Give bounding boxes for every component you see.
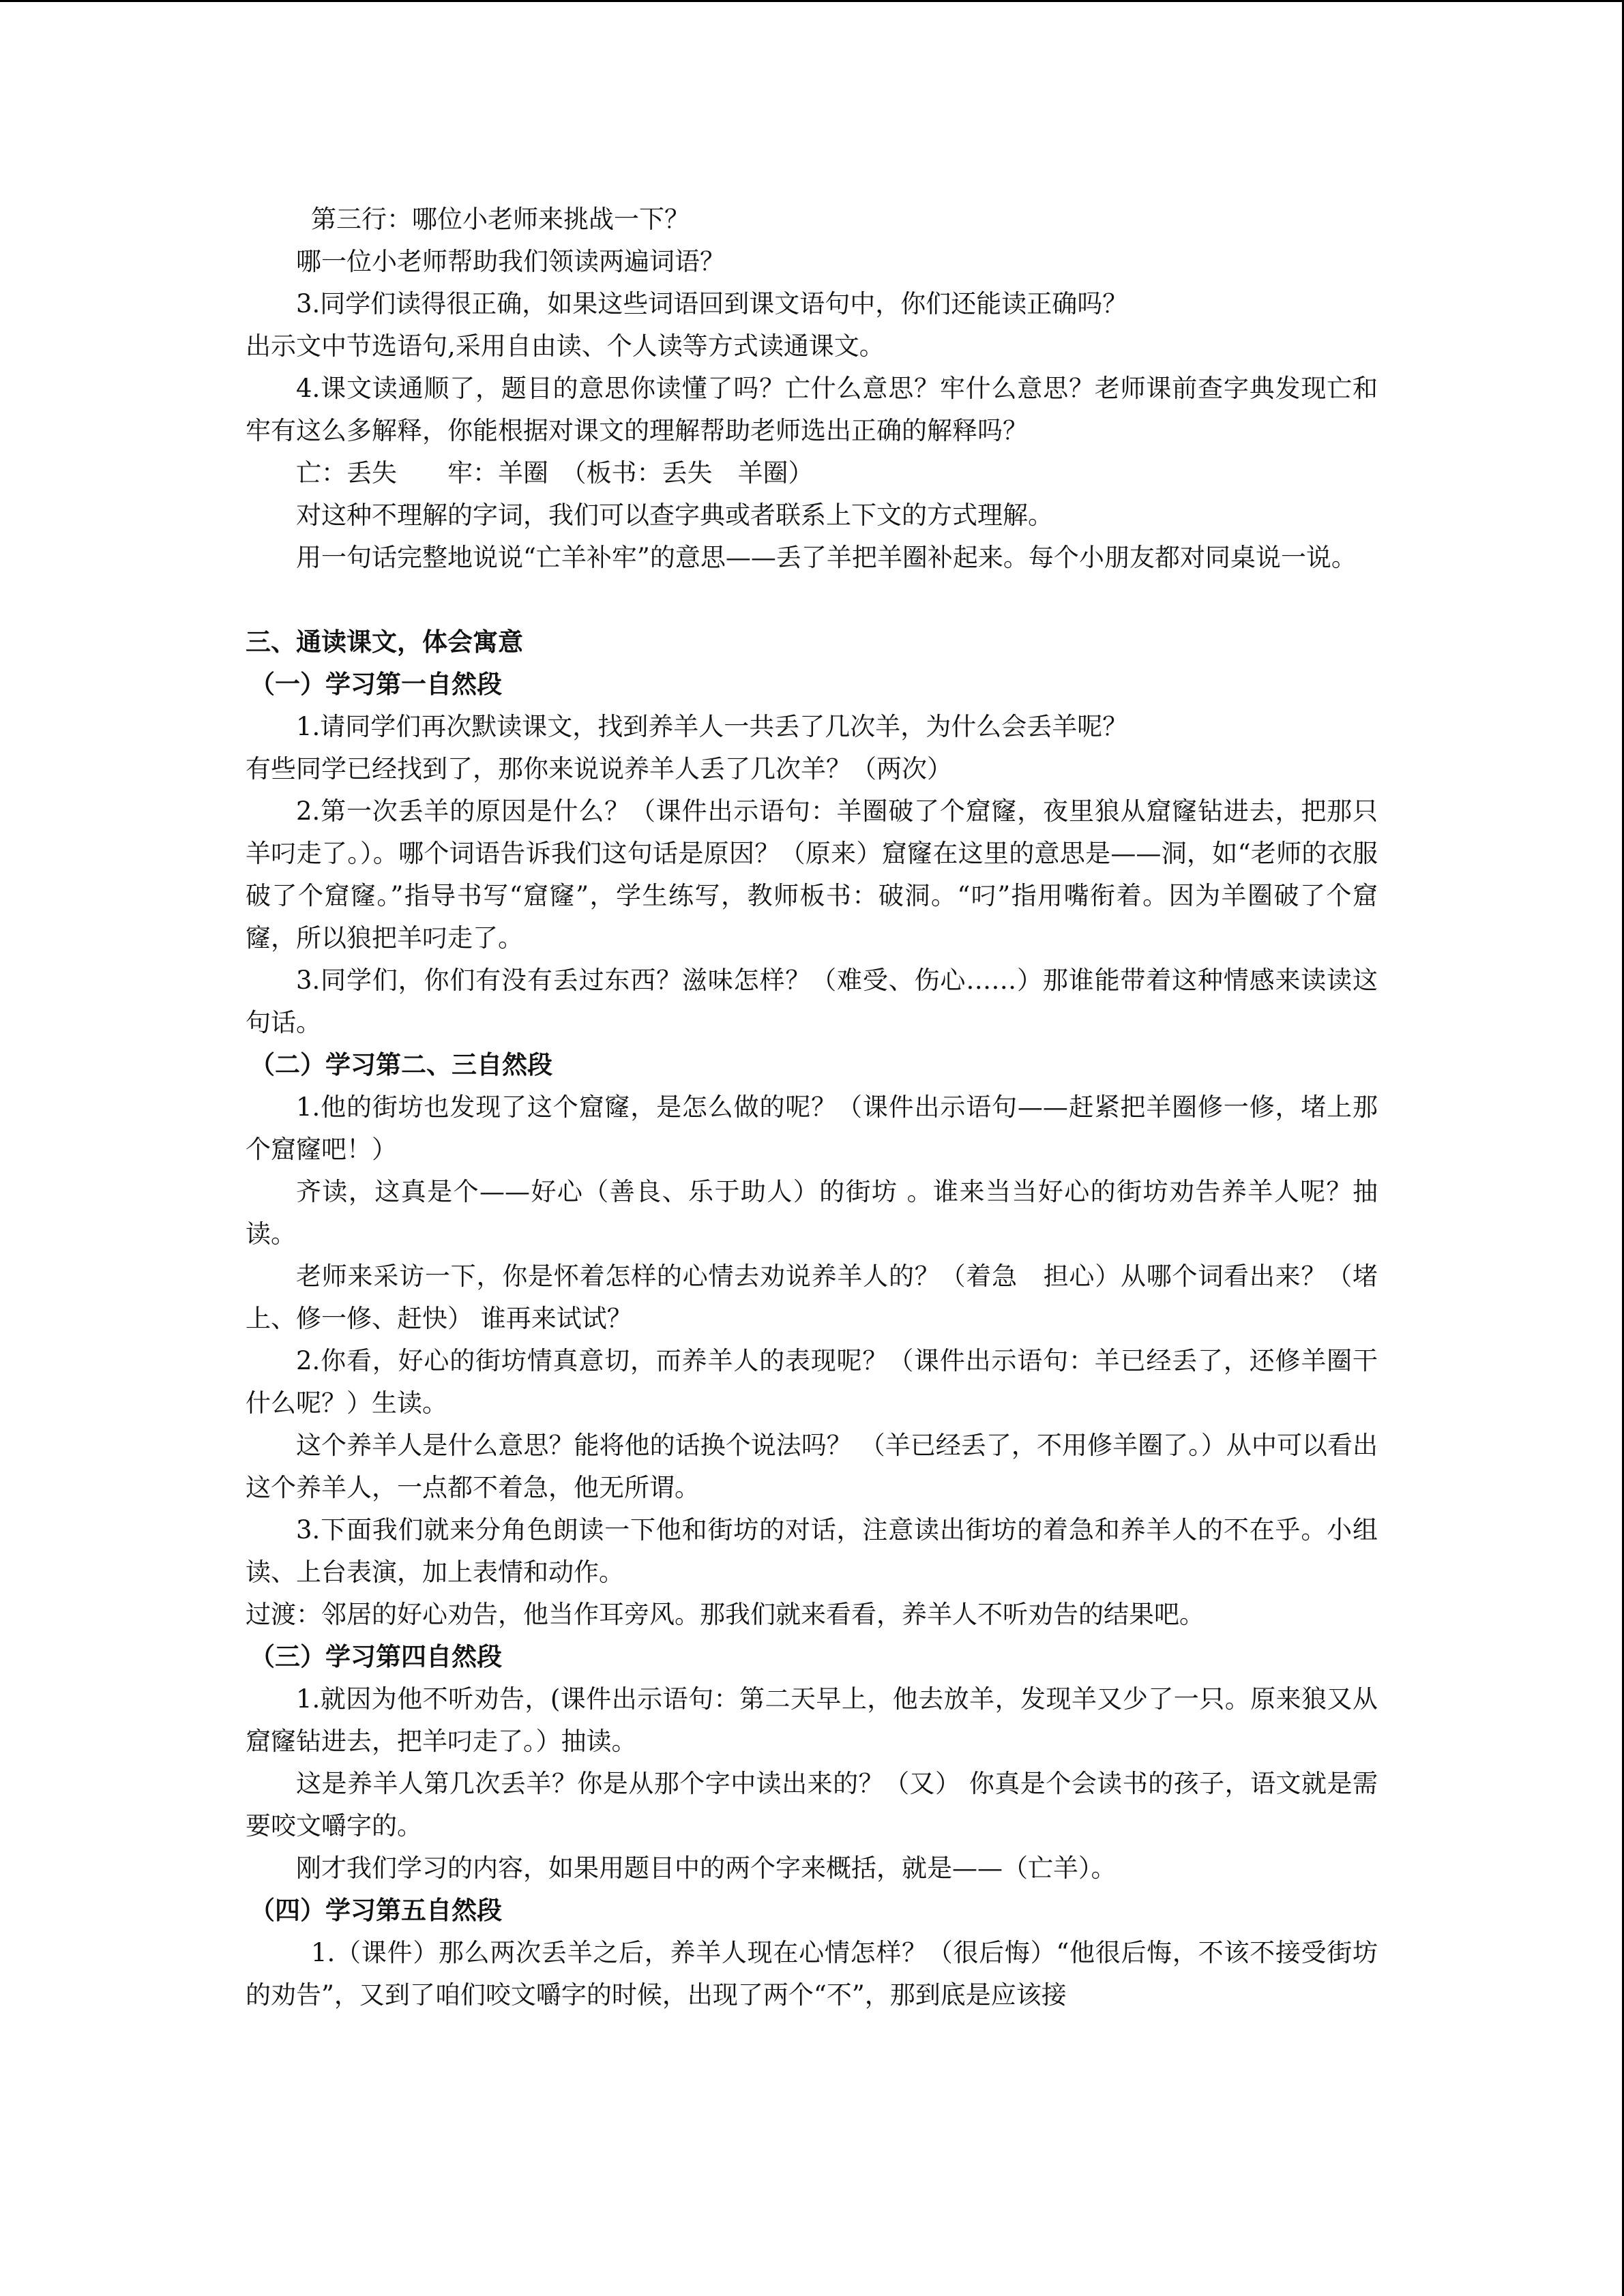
paragraph: 哪一位小老师帮助我们领读两遍词语？ [296, 247, 725, 276]
paragraph: 有些同学已经找到了，那你来说说养羊人丢了几次羊？（两次） [246, 754, 952, 784]
paragraph: 1.他的街坊也发现了这个窟窿，是怎么做的呢？（课件出示语句——赶紧把羊圈修一修，堵上那个窟窿吧！） [246, 1092, 1378, 1164]
subsection-heading: （一）学习第一自然段 [250, 670, 502, 699]
paragraph: 老师来采访一下，你是怀着怎样的心情去劝说养羊人的？（着急 担心）从哪个词看出来？（堵上、修一修、赶快） 谁再来试试？ [246, 1262, 1378, 1333]
paragraph: 4.课文读通顺了，题目的意思你读懂了吗？亡什么意思？牢什么意思？老师课前查字典发现亡和牢有这么多解释，你能根据对课文的理解帮助老师选出正确的解释吗？ [246, 374, 1378, 445]
paragraph: 第三行：哪位小老师来挑战一下？ [311, 205, 690, 234]
document-body [246, 198, 1378, 2016]
paragraph: 1.就因为他不听劝告，(课件出示语句：第二天早上，他去放羊，发现羊又少了一只。原来狼又从窟窿钻进去，把羊叼走了。）抽读。 [246, 1684, 1378, 1756]
subsection-heading: （四）学习第五自然段 [250, 1896, 502, 1925]
paragraph: 这是养羊人第几次丢羊？你是从那个字中读出来的？（又） 你真是个会读书的孩子，语文就是需要咬文嚼字的。 [246, 1769, 1378, 1840]
paragraph: 3.下面我们就来分角色朗读一下他和街坊的对话，注意读出街坊的着急和养羊人的不在乎。小组读、上台表演，加上表情和动作。 [246, 1515, 1378, 1587]
paragraph: 1.（课件）那么两次丢羊之后，养羊人现在心情怎样？（很后悔）“他很后悔，不该不接受街坊的劝告”，又到了咱们咬文嚼字的时候，出现了两个“不”，那到底是应该接 [246, 1938, 1378, 2010]
paragraph: 用一句话完整地说说“亡羊补牢”的意思——丢了羊把羊圈补起来。每个小朋友都对同桌说一说。 [296, 543, 1357, 572]
paragraph: 对这种不理解的字词，我们可以查字典或者联系上下文的方式理解。 [296, 501, 1053, 530]
paragraph: 2.第一次丢羊的原因是什么？（课件出示语句：羊圈破了个窟窿，夜里狼从窟窿钻进去，把那只羊叼走了。）。哪个词语告诉我们这句话是原因？（原来）窟窿在这里的意思是——洞，如“老师的衣服破了个窟窿。”指导书写“窟窿”，学生练写，教师板书：破洞。“叼”指用嘴衔着。因为羊圈破了个窟窿，所以狼把羊叼走了。 [246, 796, 1378, 953]
paragraph: 3.同学们读得很正确，如果这些词语回到课文语句中，你们还能读正确吗？ [296, 289, 1128, 318]
paragraph: 齐读，这真是个——好心（善良、乐于助人）的街坊 。谁来当当好心的街坊劝告养羊人呢？抽读。 [246, 1177, 1378, 1249]
paragraph: 3.同学们，你们有没有丢过东西？滋味怎样？（难受、伤心……）那谁能带着这种情感来读读这句话。 [246, 966, 1378, 1037]
paragraph: 1.请同学们再次默读课文，找到养羊人一共丢了几次羊，为什么会丢羊呢？ [296, 712, 1128, 741]
paragraph: 过渡：邻居的好心劝告，他当作耳旁风。那我们就来看看，养羊人不听劝告的结果吧。 [246, 1600, 1205, 1629]
paragraph: 亡：丢失 牢：羊圈 （板书：丢失 羊圈） [296, 458, 814, 488]
subsection-heading: （二）学习第二、三自然段 [250, 1050, 552, 1079]
section-heading: 三、通读课文，体会寓意 [246, 627, 523, 657]
subsection-heading: （三）学习第四自然段 [250, 1642, 502, 1671]
paragraph: 刚才我们学习的内容，如果用题目中的两个字来概括，就是——（亡羊）。 [296, 1853, 1117, 1883]
paragraph: 这个养羊人是什么意思？能将他的话换个说法吗？ （羊已经丢了，不用修羊圈了。）从中可以看出这个养羊人，一点都不着急，他无所谓。 [246, 1431, 1378, 1502]
paragraph: 2.你看，好心的街坊情真意切，而养羊人的表现呢？（课件出示语句：羊已经丢了，还修羊圈干什么呢？）生读。 [246, 1346, 1378, 1418]
paragraph: 出示文中节选语句,采用自由读、个人读等方式读通课文。 [246, 331, 885, 361]
